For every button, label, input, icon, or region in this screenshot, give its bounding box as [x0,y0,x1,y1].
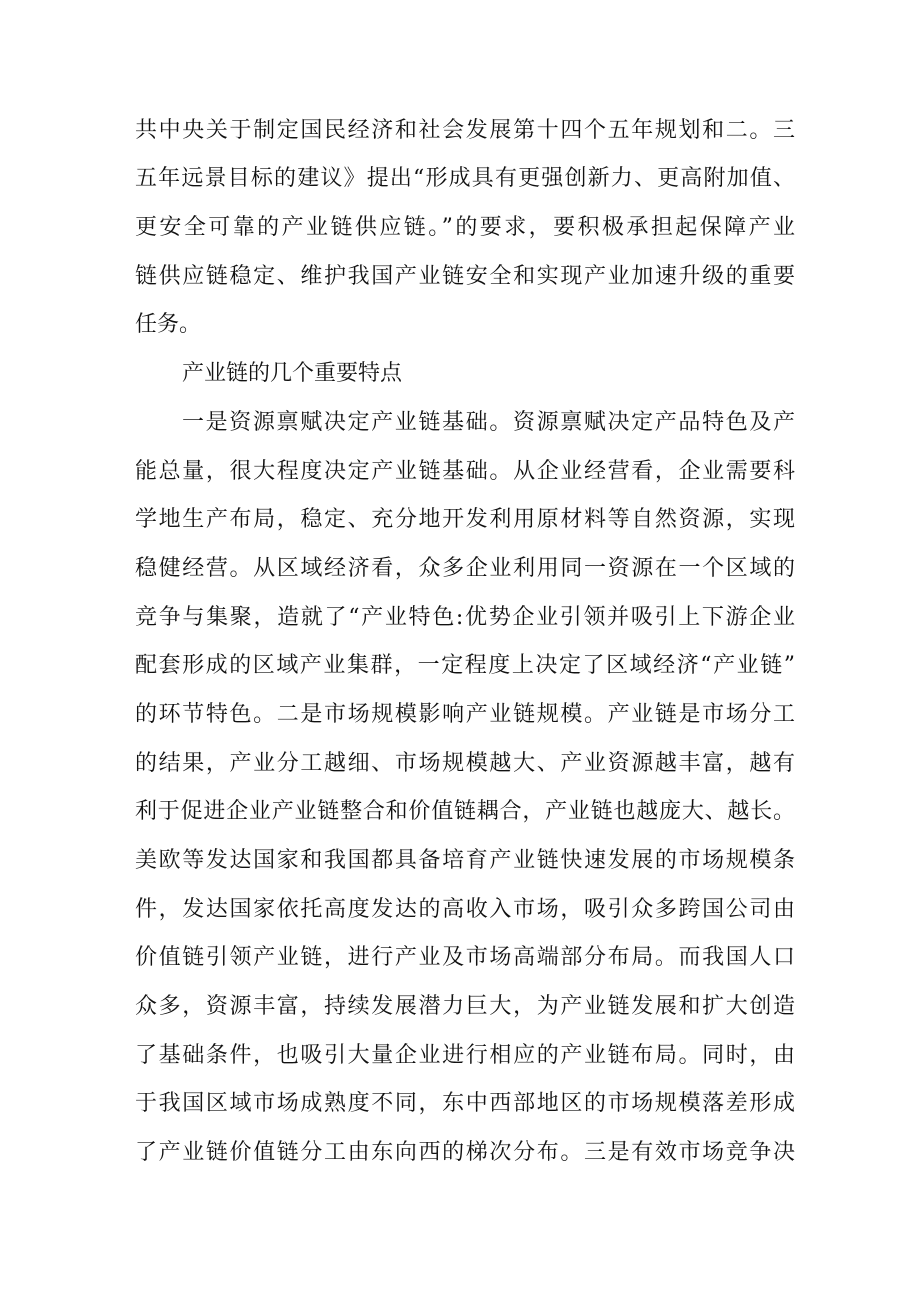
text-line: 美欧等发达国家和我国都具备培育产业链快速发展的市场规模条 [135,848,795,873]
text-line: 于我国区域市场成熟度不同，东中西部地区的市场规模落差形成 [135,1091,795,1116]
text-line: 能总量，很大程度决定产业链基础。从企业经营看，企业需要科 [135,459,795,484]
text-line: 任务。 [135,312,202,337]
text-line: 众多，资源丰富，持续发展潜力巨大，为产业链发展和扩大创造 [135,994,795,1019]
section-heading: 产业链的几个重要特点 [182,361,403,386]
text-line: 利于促进企业产业链整合和价值链耦合，产业链也越庞大、越长。 [135,799,795,824]
text-line: 了产业链价值链分工由东向西的梯次分布。三是有效市场竞争决 [135,1140,795,1165]
text-line: 件，发达国家依托高度发达的高收入市场，吸引众多跨国公司由 [135,897,795,922]
text-line: 五年远景目标的建议》提出“形成具有更强创新力、更高附加值、 [135,166,795,191]
text-line: 链供应链稳定、维护我国产业链安全和实现产业加速升级的重要 [135,264,795,289]
text-line: 价值链引领产业链，进行产业及市场高端部分布局。而我国人口 [135,945,795,970]
text-line: 了基础条件，也吸引大量企业进行相应的产业链布局。同时，由 [135,1043,795,1068]
text-line: 的结果，产业分工越细、市场规模越大、产业资源越丰富，越有 [135,751,795,776]
text-line: 更安全可靠的产业链供应链。”的要求，要积极承担起保障产业 [135,215,795,240]
text-line: 竞争与集聚，造就了“产业特色:优势企业引领并吸引上下游企业 [135,605,795,630]
text-line: 的环节特色。二是市场规模影响产业链规模。产业链是市场分工 [135,702,795,727]
text-line: 共中央关于制定国民经济和社会发展第十四个五年规划和二。三 [135,118,795,143]
text-line: 一是资源禀赋决定产业链基础。资源禀赋决定产品特色及产 [182,410,795,435]
text-line: 稳健经营。从区域经济看，众多企业利用同一资源在一个区域的 [135,556,795,581]
text-line: 配套形成的区域产业集群，一定程度上决定了区域经济“产业链” [135,653,795,678]
text-line: 学地生产布局，稳定、充分地开发利用原材料等自然资源，实现 [135,507,795,532]
